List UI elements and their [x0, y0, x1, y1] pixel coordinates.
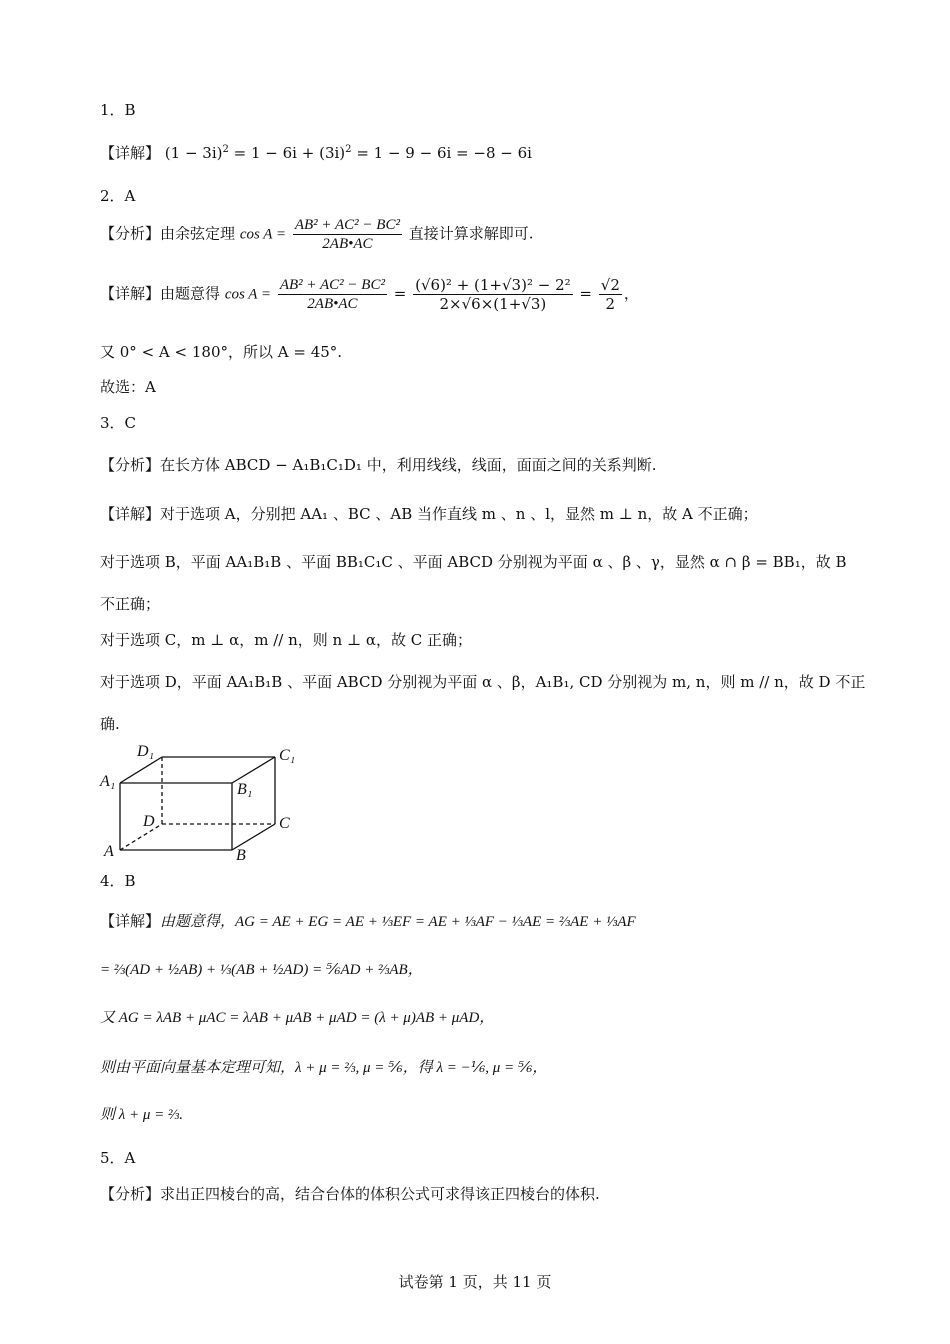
q4-line4: 则由平面向量基本定理可知，λ + μ = ⅔, μ = ⅚，得 λ = −⅙, μ = ⅚，: [100, 1060, 548, 1076]
q2-detail: 【详解】由题意得 cos A = $\frac{\text{AB² + AC² − BC²}}{2AB•AC}$ = $\frac{\text{(√6)² + (1+√3)² − 2²}}{2\times√6\times(1+√3)}$ = $\frac{√2}{2}$ ，: [100, 276, 639, 313]
numeric-fraction: $\frac{\text{(√6)² + (1+√3)² − 2²}}{2\times√6\times(1+√3)}$: [415, 276, 571, 313]
label-A1: A₁: [100, 773, 116, 790]
cosine-formula: $\frac{\text{AB² + AC² − BC²}}{2AB•AC}$: [294, 217, 400, 252]
q3-option-b: 对于选项 B，平面 AA₁B₁B 、平面 BB₁C₁C 、平面 ABCD 分别视为平面 α 、β 、γ，显然 α ∩ β = BB₁，故 B: [100, 553, 847, 571]
q3-analysis: 【分析】在长方体 ABCD − A₁B₁C₁D₁ 中，利用线线，线面，面面之间的关系判断.: [100, 456, 657, 474]
label-D1: D₁: [137, 743, 155, 760]
page-footer: 试卷第 1 页，共 11 页: [398, 1273, 552, 1291]
label-A: A: [104, 843, 114, 860]
label-C1: C₁: [279, 747, 296, 764]
q2-analysis: 【分析】由余弦定理 cos A = $\frac{\text{AB² + AC² − BC²}}{2AB•AC}$ 直接计算求解即可.: [100, 217, 534, 252]
q4-line2: = ⅔(AD + ½AB) + ⅓(AB + ½AD) = ⅚AD + ⅔AB，: [100, 962, 423, 978]
cuboid-figure: [95, 738, 315, 868]
q5-number: 5．A: [100, 1149, 136, 1167]
q3-option-d: 对于选项 D，平面 AA₁B₁B 、平面 ABCD 分别视为平面 α 、β，A₁B₁, CD 分别视为 m, n，则 m // n，故 D 不正: [100, 673, 866, 691]
q3-option-b-cont: 不正确；: [100, 595, 161, 613]
q4-line3: 又 AG = λAB + μAC = λAB + μAB + μAD = (λ + μ)AB + μAD，: [100, 1010, 495, 1026]
q1-eq-lhs: (1 − 3i): [164, 144, 223, 162]
detail-tag: 【详解】: [100, 144, 161, 162]
label-B: B: [236, 847, 246, 864]
q3-detail: 【详解】对于选项 A，分别把 AA₁ 、BC 、AB 当作直线 m 、n 、l，显然 m ⊥ n，故 A 不正确；: [100, 505, 758, 523]
q1-detail: 【详解】 $(1 - 3i)^2 = 1 - 6i + (3i)^2 = 1 - 9 - 6i = -8 - 6i$: [100, 144, 532, 162]
q5-analysis: 【分析】求出正四棱台的高，结合台体的体积公式可求得该正四棱台的体积.: [100, 1185, 600, 1203]
q4-line1: 【详解】由题意得，AG = AE + EG = AE + ⅓EF = AE + ⅓AF − ⅓AE = ⅔AE + ⅓AF: [100, 912, 636, 930]
q3-option-c: 对于选项 C，m ⊥ α，m // n，则 n ⊥ α，故 C 正确；: [100, 631, 472, 649]
q2-angle-line: 又 0° < A < 180°，所以 A = 45°.: [100, 343, 343, 361]
q2-number: 2．A: [100, 187, 136, 205]
label-C: C: [279, 815, 290, 832]
label-B1: B₁: [237, 781, 253, 798]
q4-number: 4．B: [100, 872, 136, 890]
q4-line5: 则 λ + μ = ⅔.: [100, 1107, 184, 1123]
q3-number: 3．C: [100, 414, 137, 432]
q3-option-d-cont: 确.: [100, 715, 120, 733]
q2-choice: 故选：A: [100, 378, 156, 396]
q1-number: 1．B: [100, 101, 136, 119]
label-D: D: [143, 813, 155, 830]
result-fraction: $\frac{√2}{2}$: [600, 276, 620, 313]
